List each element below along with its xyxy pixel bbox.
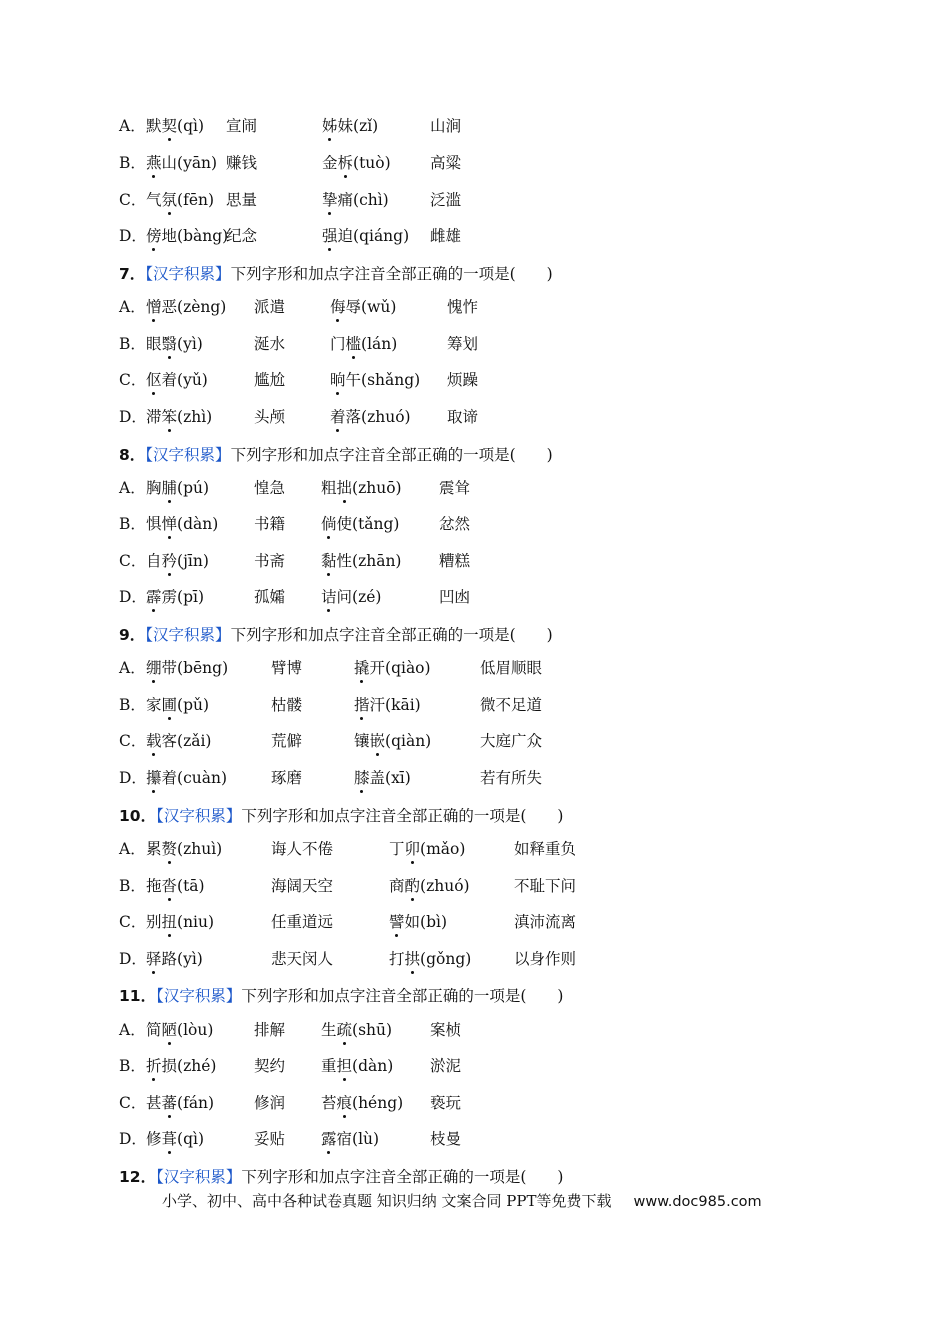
word-prefix: 镶 (354, 732, 370, 750)
option-word-pinyin (146, 1017, 213, 1043)
question-stem (119, 442, 553, 468)
option-word: 枯髅 (271, 696, 303, 714)
question-stem (119, 803, 563, 829)
dotted-char: 槛 (346, 331, 362, 357)
question-stem (119, 261, 553, 287)
footer-url[interactable]: www.doc985.com (633, 1194, 762, 1210)
word-suffix-pinyin: (pú) (177, 479, 210, 497)
word-suffix-pinyin: (gǒng) (420, 950, 472, 968)
word-suffix-pinyin: 着(yǔ) (161, 371, 208, 389)
word-suffix-pinyin: 痛(chì) (337, 191, 389, 209)
dotted-char: 拙 (337, 475, 353, 501)
word-suffix-pinyin: (lán) (361, 335, 398, 353)
option-word: 涎水 (254, 335, 286, 353)
option-word: 山涧 (430, 117, 462, 135)
option-word: 筹划 (447, 335, 479, 353)
word-prefix: 眼 (146, 335, 162, 353)
option-word-pinyin (146, 475, 209, 501)
option-word-pinyin (321, 1126, 379, 1152)
option-word-pinyin (322, 150, 391, 176)
word-prefix: 甚 (146, 1094, 162, 1112)
option-word: 修润 (254, 1094, 286, 1112)
dotted-char: 驿 (146, 946, 162, 972)
option-letter: D． (119, 1130, 147, 1148)
option-word-pinyin (146, 655, 228, 681)
option-word: 头颅 (254, 408, 286, 426)
option-word: 雌雄 (430, 227, 462, 245)
dotted-char: 载 (146, 728, 162, 754)
option-word-pinyin (146, 765, 227, 791)
option-word: 低眉顺眼 (480, 659, 543, 677)
dotted-char: 挚 (322, 187, 338, 213)
dotted-char: 伛 (146, 367, 162, 393)
question-tag: 【汉字积累】 (156, 807, 242, 825)
option-letter: C． (119, 913, 147, 931)
word-prefix: 门 (330, 335, 346, 353)
word-suffix-pinyin: (dàn) (177, 515, 219, 533)
option-letter: A． (119, 117, 146, 135)
word-prefix: 生 (321, 1021, 337, 1039)
word-suffix-pinyin: 落(zhuó) (345, 408, 411, 426)
dotted-char: 膝 (354, 765, 370, 791)
option-word: 荒僻 (271, 732, 303, 750)
dotted-char: 晌 (330, 367, 346, 393)
option-word-pinyin (146, 294, 226, 320)
option-letter: A． (119, 840, 146, 858)
option-word: 妥贴 (254, 1130, 286, 1148)
question-text: 下列字形和加点字注音全部正确的一项是( ) (241, 807, 564, 825)
word-suffix-pinyin: 使(tǎng) (336, 515, 400, 533)
dotted-char: 拱 (405, 946, 421, 972)
dotted-char: 扭 (162, 909, 178, 935)
option-word-pinyin (321, 1090, 403, 1116)
dotted-char: 着 (330, 404, 346, 430)
dotted-char: 绷 (146, 655, 162, 681)
option-word: 若有所失 (480, 769, 543, 787)
word-suffix-pinyin: (tā) (177, 877, 205, 895)
option-word-pinyin (321, 511, 400, 537)
option-letter: A． (119, 659, 146, 677)
question-stem (119, 622, 553, 648)
dotted-char: 契 (162, 113, 178, 139)
dotted-char: 黏 (321, 548, 337, 574)
option-word-pinyin (146, 1053, 216, 1079)
option-word: 如释重负 (514, 840, 577, 858)
dotted-char: 撬 (354, 655, 370, 681)
option-word: 亵玩 (430, 1094, 462, 1112)
option-word: 惶急 (254, 479, 286, 497)
word-suffix-pinyin: (mǎo) (420, 840, 466, 858)
question-text: 下列字形和加点字注音全部正确的一项是( ) (241, 1168, 564, 1186)
dotted-char: 矜 (162, 548, 178, 574)
option-word-pinyin (146, 584, 204, 610)
dotted-char: 憎 (146, 294, 162, 320)
word-suffix-pinyin: (jīn) (177, 552, 209, 570)
option-word: 烦躁 (447, 371, 479, 389)
option-word-pinyin (146, 367, 208, 393)
option-word: 高粱 (430, 154, 462, 172)
option-word: 任重道远 (271, 913, 334, 931)
word-suffix-pinyin: 雳(pī) (161, 588, 204, 606)
option-word-pinyin (146, 728, 211, 754)
question-tag: 【汉字积累】 (145, 265, 231, 283)
option-letter: A． (119, 298, 146, 316)
page-footer (162, 1189, 762, 1214)
option-word-pinyin (389, 909, 447, 935)
word-prefix: 胸 (146, 479, 162, 497)
option-word-pinyin (354, 765, 411, 791)
word-prefix: 家 (146, 696, 162, 714)
option-letter: A． (119, 1021, 146, 1039)
option-word-pinyin (146, 187, 214, 213)
question-tag: 【汉字积累】 (156, 987, 242, 1005)
word-suffix-pinyin: (tuò) (353, 154, 391, 172)
word-suffix-pinyin: 辱(wǔ) (345, 298, 397, 316)
question-tag: 【汉字积累】 (145, 446, 231, 464)
option-word-pinyin (321, 584, 381, 610)
word-suffix-pinyin: (yì) (177, 335, 203, 353)
option-word-pinyin (321, 1017, 392, 1043)
word-prefix: 滞 (146, 408, 162, 426)
question-text: 下列字形和加点字注音全部正确的一项是( ) (241, 987, 564, 1005)
word-prefix: 修 (146, 1130, 162, 1148)
dotted-char: 卯 (405, 836, 421, 862)
option-word-pinyin (330, 294, 396, 320)
word-prefix: 累 (146, 840, 162, 858)
dotted-char: 笨 (162, 404, 178, 430)
option-word: 排解 (254, 1021, 286, 1039)
option-word-pinyin (146, 692, 209, 718)
option-word: 淤泥 (430, 1057, 462, 1075)
word-suffix-pinyin: 开(qiào) (369, 659, 431, 677)
word-suffix-pinyin: (fēn) (177, 191, 215, 209)
option-letter: B． (119, 154, 146, 172)
word-suffix-pinyin: 午(shǎng) (345, 371, 421, 389)
word-suffix-pinyin: 宿(lù) (336, 1130, 380, 1148)
dotted-char: 侮 (330, 294, 346, 320)
option-word-pinyin (146, 836, 222, 862)
option-word: 书斋 (254, 552, 286, 570)
question-number: 11． (119, 987, 157, 1005)
word-suffix-pinyin: 着(cuàn) (161, 769, 227, 787)
option-word: 海阔天空 (271, 877, 334, 895)
word-suffix-pinyin: 客(zǎi) (161, 732, 212, 750)
question-tag: 【汉字积累】 (145, 626, 231, 644)
word-prefix: 简 (146, 1021, 162, 1039)
word-prefix: 打 (389, 950, 405, 968)
option-letter: D． (119, 408, 147, 426)
word-suffix-pinyin: (pǔ) (177, 696, 210, 714)
option-word-pinyin (146, 548, 209, 574)
word-prefix: 重 (321, 1057, 337, 1075)
option-letter: C． (119, 552, 147, 570)
word-prefix: 惧 (146, 515, 162, 533)
option-word-pinyin (354, 692, 421, 718)
dotted-char: 姊 (322, 113, 338, 139)
word-suffix-pinyin: 盖(xī) (369, 769, 411, 787)
dotted-char: 柝 (338, 150, 354, 176)
option-word-pinyin (330, 367, 420, 393)
word-prefix: 苔 (321, 1094, 337, 1112)
option-word-pinyin (146, 113, 204, 139)
dotted-char: 强 (322, 223, 338, 249)
word-prefix: 默 (146, 117, 162, 135)
option-word: 臂博 (271, 659, 303, 677)
dotted-char: 酌 (405, 873, 421, 899)
word-suffix-pinyin: 问(zé) (336, 588, 382, 606)
option-word-pinyin (322, 187, 389, 213)
option-letter: C． (119, 732, 147, 750)
word-suffix-pinyin: (shū) (352, 1021, 393, 1039)
option-letter: D． (119, 227, 147, 245)
option-word-pinyin (389, 946, 471, 972)
option-word: 契约 (254, 1057, 286, 1075)
dotted-char: 攥 (146, 765, 162, 791)
option-word: 不耻下问 (514, 877, 577, 895)
word-suffix-pinyin: (héng) (352, 1094, 404, 1112)
option-word-pinyin (330, 404, 411, 430)
word-prefix: 别 (146, 913, 162, 931)
word-prefix: 金 (322, 154, 338, 172)
dotted-char: 倘 (321, 511, 337, 537)
word-suffix-pinyin: 性(zhān) (336, 552, 402, 570)
option-word: 微不足道 (480, 696, 543, 714)
option-letter: B． (119, 335, 146, 353)
option-word-pinyin (146, 223, 228, 249)
dotted-char: 揩 (354, 692, 370, 718)
option-word: 泛滥 (430, 191, 462, 209)
option-letter: B． (119, 1057, 146, 1075)
option-word-pinyin (146, 873, 205, 899)
dotted-char: 陋 (162, 1017, 178, 1043)
question-number: 7． (119, 265, 146, 283)
option-word: 大庭广众 (480, 732, 543, 750)
option-word-pinyin (322, 223, 409, 249)
option-word: 孤孀 (254, 588, 286, 606)
option-word-pinyin (389, 836, 465, 862)
option-letter: B． (119, 877, 146, 895)
dotted-char: 疏 (337, 1017, 353, 1043)
dotted-char: 露 (321, 1126, 337, 1152)
option-letter: D． (119, 588, 147, 606)
dotted-char: 沓 (162, 873, 178, 899)
option-word-pinyin (146, 404, 212, 430)
dotted-char: 譬 (389, 909, 405, 935)
word-suffix-pinyin: (zhuō) (352, 479, 402, 497)
option-word-pinyin (389, 873, 470, 899)
question-text: 下列字形和加点字注音全部正确的一项是( ) (230, 626, 553, 644)
word-suffix-pinyin: 迫(qiáng) (337, 227, 410, 245)
option-word: 悲天闵人 (271, 950, 334, 968)
option-word: 以身作则 (514, 950, 577, 968)
dotted-char: 折 (146, 1053, 162, 1079)
option-word: 枝曼 (430, 1130, 462, 1148)
option-letter: D． (119, 950, 147, 968)
dotted-char: 霹 (146, 584, 162, 610)
option-word: 忿然 (439, 515, 471, 533)
word-suffix-pinyin: (zhì) (177, 408, 213, 426)
option-word: 宣闹 (226, 117, 258, 135)
question-stem (119, 1164, 563, 1190)
option-word: 糟糕 (439, 552, 471, 570)
option-word: 取谛 (447, 408, 479, 426)
option-word: 滇沛流离 (514, 913, 577, 931)
word-suffix-pinyin: (dàn) (352, 1057, 394, 1075)
word-suffix-pinyin: (niu) (177, 913, 215, 931)
option-word: 纪念 (226, 227, 258, 245)
option-word: 案桢 (430, 1021, 462, 1039)
word-prefix: 丁 (389, 840, 405, 858)
word-prefix: 粗 (321, 479, 337, 497)
dotted-char: 翳 (162, 331, 178, 357)
word-suffix-pinyin: 汗(kāi) (369, 696, 421, 714)
word-suffix-pinyin: (qì) (177, 1130, 205, 1148)
dotted-char: 诘 (321, 584, 337, 610)
dotted-char: 傍 (146, 223, 162, 249)
option-word: 书籍 (254, 515, 286, 533)
dotted-char: 圃 (162, 692, 178, 718)
option-word: 震耸 (439, 479, 471, 497)
word-suffix-pinyin: (zhuì) (177, 840, 223, 858)
option-letter: C． (119, 371, 147, 389)
dotted-char: 葺 (162, 1126, 178, 1152)
dotted-char: 燕 (146, 150, 162, 176)
question-number: 8． (119, 446, 146, 464)
dotted-char: 赘 (162, 836, 178, 862)
option-word-pinyin (321, 1053, 393, 1079)
word-suffix-pinyin: 损(zhé) (161, 1057, 217, 1075)
option-word-pinyin (354, 728, 431, 754)
question-number: 9． (119, 626, 146, 644)
option-word-pinyin (146, 1090, 214, 1116)
word-suffix-pinyin: (zhuó) (420, 877, 470, 895)
option-letter: B． (119, 696, 146, 714)
word-prefix: 拖 (146, 877, 162, 895)
footer-text: 小学、初中、高中各种试卷真题 知识归纳 文案合同 PPT等免费下载 (162, 1192, 612, 1210)
word-suffix-pinyin: 妹(zǐ) (337, 117, 379, 135)
option-word: 尴尬 (254, 371, 286, 389)
dotted-char: 惮 (162, 511, 178, 537)
option-word-pinyin (321, 475, 402, 501)
option-letter: B． (119, 515, 146, 533)
question-number: 10． (119, 807, 157, 825)
option-word: 派遣 (254, 298, 286, 316)
question-tag: 【汉字积累】 (156, 1168, 242, 1186)
option-word-pinyin (146, 909, 214, 935)
option-word-pinyin (146, 946, 203, 972)
word-suffix-pinyin: (fán) (177, 1094, 215, 1112)
option-letter: C． (119, 191, 147, 209)
dotted-char: 蕃 (162, 1090, 178, 1116)
word-suffix-pinyin: (qiàn) (385, 732, 432, 750)
option-letter: D． (119, 769, 147, 787)
option-word-pinyin (322, 113, 378, 139)
option-word-pinyin (146, 331, 203, 357)
dotted-char: 嵌 (370, 728, 386, 754)
option-word-pinyin (321, 548, 401, 574)
option-word-pinyin (146, 1126, 204, 1152)
option-word: 赚钱 (226, 154, 258, 172)
option-word-pinyin (146, 150, 217, 176)
option-word: 琢磨 (271, 769, 303, 787)
dotted-char: 痕 (337, 1090, 353, 1116)
question-text: 下列字形和加点字注音全部正确的一项是( ) (230, 265, 553, 283)
option-word: 愧怍 (447, 298, 479, 316)
word-suffix-pinyin: 山(yān) (161, 154, 218, 172)
option-word: 诲人不倦 (271, 840, 334, 858)
question-stem (119, 983, 563, 1009)
question-number: 12． (119, 1168, 157, 1186)
dotted-char: 氛 (162, 187, 178, 213)
word-suffix-pinyin: 路(yì) (161, 950, 203, 968)
option-word-pinyin (330, 331, 397, 357)
option-word: 凹凼 (439, 588, 471, 606)
word-suffix-pinyin: 带(bēng) (161, 659, 229, 677)
word-suffix-pinyin: 恶(zèng) (161, 298, 227, 316)
word-prefix: 自 (146, 552, 162, 570)
dotted-char: 脯 (162, 475, 178, 501)
word-prefix: 气 (146, 191, 162, 209)
word-suffix-pinyin: (qì) (177, 117, 205, 135)
question-text: 下列字形和加点字注音全部正确的一项是( ) (230, 446, 553, 464)
word-suffix-pinyin: (lòu) (177, 1021, 214, 1039)
option-letter: A． (119, 479, 146, 497)
option-word-pinyin (354, 655, 431, 681)
word-suffix-pinyin: 如(bì) (404, 913, 447, 931)
dotted-char: 担 (337, 1053, 353, 1079)
option-word: 思量 (226, 191, 258, 209)
word-suffix-pinyin: 地(bàng) (161, 227, 229, 245)
option-word-pinyin (146, 511, 218, 537)
word-prefix: 商 (389, 877, 405, 895)
option-letter: C． (119, 1094, 147, 1112)
